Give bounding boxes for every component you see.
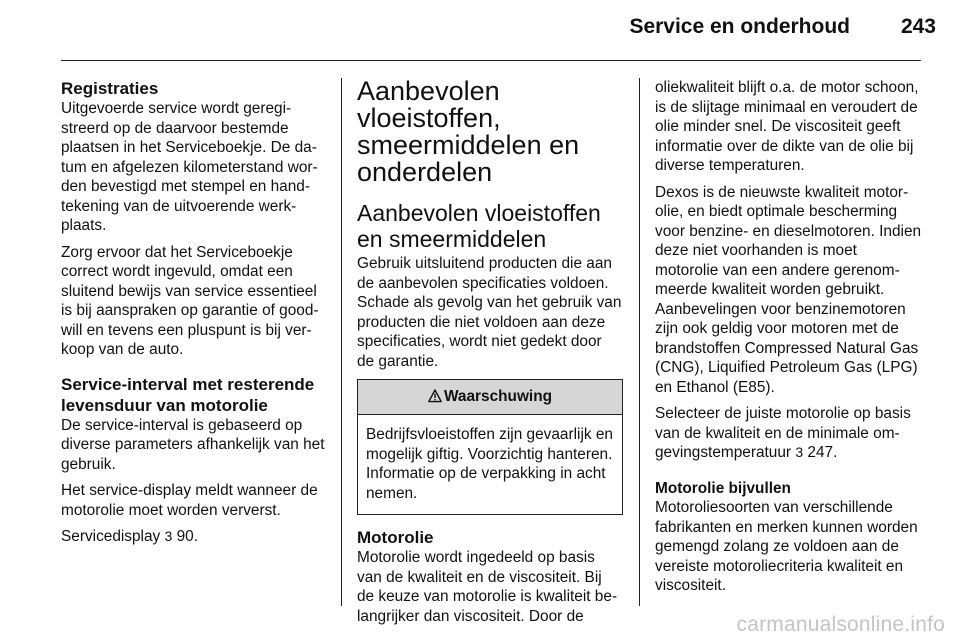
paragraph-registraties-2: Zorg ervoor dat het Serviceboekje correct wordt ingevuld, omdat een sluitend bewijs van service essentieel is bij aanspraken op garantie of goodwill en tevens een pluspunt is bij verkoop van de auto.: [61, 243, 319, 358]
section-heading: Aanbevolen vloeistoffen en smeermiddelen: [357, 200, 601, 252]
column-divider-1: [341, 78, 342, 606]
paragraph-servicedisplay-ref: [61, 527, 326, 547]
warning-title: Waarschuwing: [443, 388, 553, 405]
header-divider: [61, 60, 921, 61]
warning-text: Bedrijfsvloeistoffen zijn gevaarlijk en mogelijk giftig. Voorzichtig hanteren. Informatie op de verpakking in acht nemen.: [366, 426, 613, 502]
column-middle: [357, 78, 623, 633]
chapter-heading: Aanbevolen vloeistoffen, smeermiddelen en onderdelen: [357, 76, 580, 187]
paragraph-selecteer: [655, 404, 923, 463]
heading-motorolie: Motorolie: [357, 528, 434, 547]
warning-header: [358, 380, 622, 415]
page-reference-arrow-icon: 3: [164, 528, 173, 544]
paragraph-bijvullen: Motoroliesoorten van verschillende fabrikanten en merken kunnen worden gemengd zolang ze voldoen aan de vereiste motoroliecriteria kwaliteit en viscositeit.: [655, 499, 918, 594]
page-reference-arrow-icon: 3: [795, 444, 804, 460]
heading-registraties: Registraties: [61, 79, 159, 98]
warning-box: [357, 379, 623, 515]
paragraph-motorolie: Motorolie wordt ingedeeld op basis van de kwaliteit en de viscositeit. Bij de keuze van motorolie is kwaliteit belangrijker dan viscositeit. Door de: [357, 549, 618, 625]
heading-service-interval: Service-interval met resterende levensduur van motorolie: [61, 374, 315, 415]
watermark: carmanualsonline.info: [736, 613, 945, 636]
column-divider-2: [639, 78, 640, 606]
paragraph-service-interval-1: De service-interval is gebaseerd op diverse parameters afhankelijk van het gebruik.: [61, 416, 325, 473]
page-number: 243: [900, 15, 936, 38]
paragraph-registraties-1: Uitgevoerde service wordt geregistreerd op de daarvoor bestemde plaatsen in het Serviceboekje. De datum en afgelezen kilometerstand worden bevestigd met stempel en handtekening van de uitvoerende werkplaats.: [61, 100, 318, 234]
paragraph-oliekwaliteit: oliekwaliteit blijft o.a. de motor schoon, is de slijtage minimaal en veroudert de olie minder snel. De viscositeit geeft informatie over de dikte van de olie bij diverse temperaturen.: [655, 79, 919, 174]
warning-triangle-icon: [428, 382, 442, 416]
reference-link[interactable]: 90.: [176, 528, 198, 545]
running-header-title: Service en onderhoud: [629, 15, 850, 38]
column-right: [655, 78, 923, 603]
column-left: [61, 78, 326, 554]
heading-motorolie-bijvullen: Motorolie bijvullen: [655, 479, 791, 497]
paragraph-service-interval-2: Het service-display meldt wanneer de motorolie moet worden ververst.: [61, 482, 318, 519]
paragraph-dexos: Dexos is de nieuwste kwaliteit motorolie, en biedt optimale bescherming voor benzine- en dieselmotoren. Indien deze niet voorhanden is moet motorolie van een andere gerenommeerde kwaliteit worden gebruikt. Aanbevelingen voor benzinemotoren zijn ook geldig voor motoren met de brandstoffen Compressed Natural Gas (CNG), Liquified Petroleum Gas (LPG) en Ethanol (E85).: [655, 183, 922, 396]
reference-text: Selecteer de juiste motorolie op basis van de kwaliteit en de minimale omgevingstemperatuur: [655, 405, 911, 461]
reference-text: Servicedisplay: [61, 528, 161, 545]
paragraph-aanbevolen: Gebruik uitsluitend producten die aan de aanbevolen specificaties voldoen. Schade als gevolg van het gebruik van producten die niet voldoen aan deze specificaties, wordt niet gedekt door de garantie.: [357, 255, 622, 370]
reference-link[interactable]: 247.: [807, 444, 838, 461]
